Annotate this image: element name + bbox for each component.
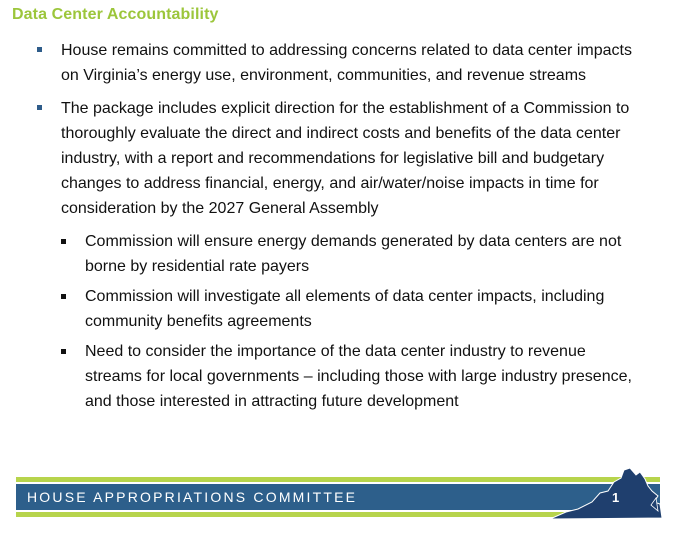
- sub-bullet-text: Commission will investigate all elements of data center impacts, including community benefits agreements: [85, 288, 605, 330]
- sub-bullet-text: Commission will ensure energy demands generated by data centers are not borne by residential rate payers: [85, 233, 622, 275]
- bullet-text: House remains committed to addressing concerns related to data center impacts on Virginia’s energy use, environment, communities, and revenue streams: [61, 42, 632, 84]
- sub-bullet-text: Need to consider the importance of the data center industry to revenue streams for local governments – including those with large industry presence, and those interested in attracting future development: [85, 343, 632, 410]
- bullet-item: [61, 96, 636, 221]
- sub-bullet-item: [85, 339, 635, 414]
- sub-bullet-item: [85, 284, 635, 334]
- slide-title: Data Center Accountability: [12, 6, 219, 23]
- square-bullet-icon: [37, 105, 42, 110]
- committee-name: HOUSE APPROPRIATIONS COMMITTEE: [27, 489, 358, 505]
- sub-bullet-item: [85, 229, 635, 279]
- page-number: 1: [612, 490, 620, 505]
- bullet-list: [0, 38, 680, 419]
- square-bullet-icon: [61, 239, 66, 244]
- bullet-text: The package includes explicit direction for the establishment of a Commission to thoroughly evaluate the direct and indirect costs and benefits of the data center industry, with a report and recommendations for legislative bill and budgetary changes to address financial, energy, and air/water/noise impacts in time for consideration by the 2027 General Assembly: [61, 100, 630, 217]
- bullet-item: [61, 38, 636, 88]
- square-bullet-icon: [61, 294, 66, 299]
- virginia-state-outline-icon: [548, 466, 664, 522]
- square-bullet-icon: [37, 47, 42, 52]
- square-bullet-icon: [61, 349, 66, 354]
